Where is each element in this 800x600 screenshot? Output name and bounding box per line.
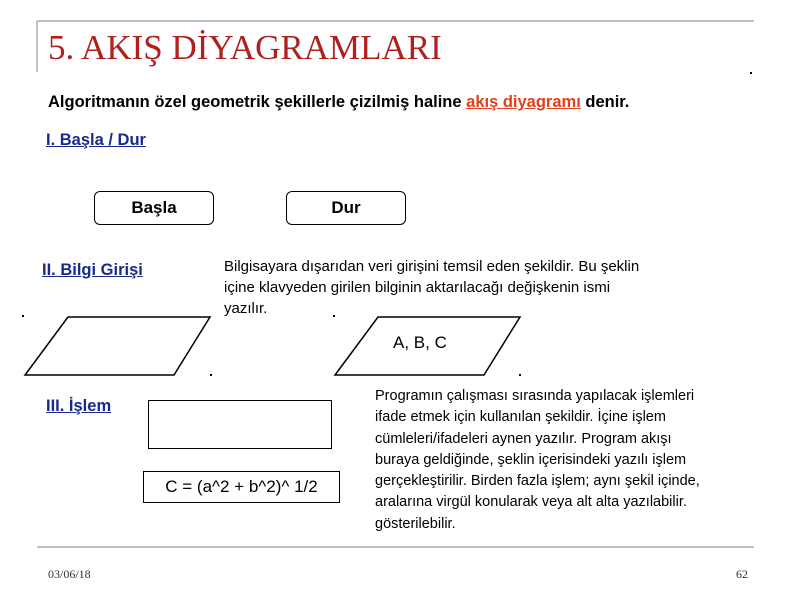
process-description	[375, 386, 795, 535]
handle-dot	[210, 374, 212, 376]
process-description-line: Programın çalışması sırasında yapılacak işlemleri	[375, 388, 695, 404]
process-description-line: gösterilebilir.	[375, 515, 456, 532]
intro-sentence	[48, 93, 629, 112]
section-process-heading: III. İşlem	[46, 397, 112, 415]
input-description-line: Bilgisayara dışarıdan veri girişini temsil eden şekildir. Bu şeklin	[224, 258, 640, 275]
process-description-line: gerçekleştirilir. Birden fazla işlem; aynı şekil içinde,	[375, 473, 700, 490]
handle-dot	[333, 315, 335, 317]
process-rectangle-formula	[143, 471, 340, 503]
footer-date: 03/06/18	[48, 567, 91, 581]
process-description-line: cümleleri/ifadeleri aynen yazılır. Program akışı	[375, 430, 672, 447]
input-parallelogram-empty	[20, 312, 220, 382]
stop-label: Dur	[331, 198, 361, 217]
process-description-line: buraya geldiğinde, şeklin içerisindeki yazılı işlem	[375, 451, 687, 468]
process-description-line: aralarına virgül konularak veya alt alta yazılabilir.	[375, 494, 687, 511]
process-formula: C = (a^2 + b^2)^ 1/2	[165, 477, 318, 496]
intro-text-start: Algoritmanın özel geometrik şekillerle çizilmiş haline	[48, 93, 467, 111]
slide-title: 5. AKIŞ DİYAGRAMLARI	[48, 28, 442, 67]
intro-highlight: akış diyagramı	[466, 93, 581, 111]
input-description-line: yazılır.	[224, 300, 268, 317]
stop-terminal-shape	[286, 191, 406, 225]
process-description-line: ifade etmek için kullanılan şekildir. İçine işlem	[375, 409, 666, 426]
process-rectangle-empty	[148, 400, 332, 449]
section-start-stop-heading: I. Başla / Dur	[46, 131, 146, 149]
handle-dot	[519, 374, 521, 376]
section-input-heading: II. Bilgi Girişi	[42, 261, 143, 279]
start-terminal-shape	[94, 191, 214, 225]
input-description	[224, 256, 744, 319]
intro-text-end: denir.	[580, 93, 630, 111]
footer-page-number: 62	[736, 567, 748, 581]
input-example-label: A, B, C	[393, 333, 447, 352]
handle-dot	[22, 315, 24, 317]
start-label: Başla	[131, 198, 177, 217]
input-description-line: içine klavyeden girilen bilginin aktarılacağı değişkenin ismi	[224, 279, 611, 296]
